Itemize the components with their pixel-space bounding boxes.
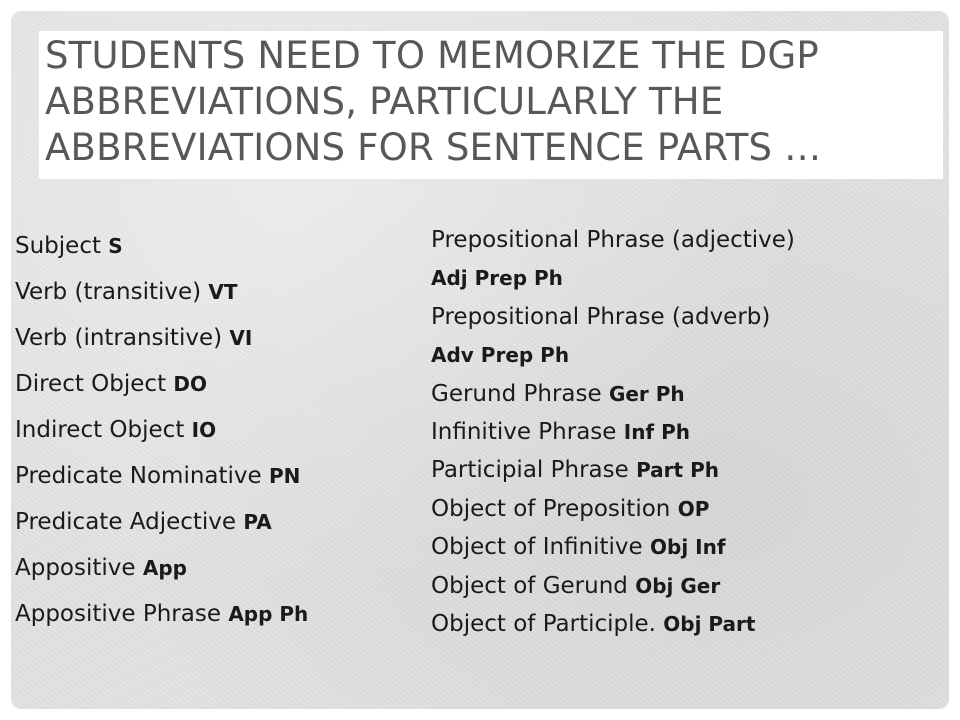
abbreviation: Adv Prep Ph [431,343,570,368]
abbreviation: Ger Ph [608,381,685,406]
abbreviation: App [142,556,187,580]
abbreviation: OP [677,496,710,521]
term: Predicate Nominative [15,463,269,489]
term: Object of Gerund [431,572,636,599]
list-item [15,591,415,637]
abbreviation: Obj Part [663,612,756,637]
abbreviation: DO [173,372,208,396]
title-line-1: STUDENTS NEED TO MEMORIZE THE DGP [45,34,819,77]
abbreviation: Inf Ph [623,420,690,445]
list-item [15,269,415,315]
list-item [431,336,941,374]
abbreviation: Part Ph [636,458,719,483]
abbreviation: PN [269,464,301,488]
list-item [15,499,415,545]
list-item [431,375,941,413]
title-line-3: ABBREVIATIONS FOR SENTENCE PARTS … [45,126,822,169]
list-item [15,361,415,407]
list-item [431,451,941,489]
right-term-list [431,221,941,643]
title-line-2: ABBREVIATIONS, PARTICULARLY THE [45,80,724,123]
list-item [431,567,941,605]
term: Predicate Adjective [15,509,244,535]
list-item [431,490,941,528]
list-item [15,407,415,453]
abbreviation: S [108,234,123,258]
term: Object of Infinitive [431,534,650,561]
slide-title [45,33,935,171]
abbreviation: App Ph [228,602,309,626]
term: Direct Object [15,371,174,397]
list-item [431,221,941,259]
list-item [15,315,415,361]
abbreviation: Obj Inf [650,535,726,560]
list-item [431,259,941,297]
term: Participial Phrase [431,457,637,484]
list-item [431,605,941,643]
list-item [15,453,415,499]
term: Indirect Object [15,417,192,443]
term: Infinitive Phrase [431,419,624,446]
abbreviation: IO [191,418,217,442]
slide [11,11,949,709]
term: Gerund Phrase [431,380,609,407]
list-item [15,223,415,269]
list-item [15,545,415,591]
list-item [431,413,941,451]
term: Object of Preposition [431,495,678,522]
abbreviation: PA [243,510,272,534]
term: Prepositional Phrase (adverb) [431,303,771,330]
abbreviation: Obj Ger [635,573,721,598]
left-term-list [15,223,415,637]
list-item [431,298,941,336]
term: Verb (intransitive) [15,325,230,351]
list-item [431,528,941,566]
term: Appositive Phrase [15,601,229,627]
term: Object of Participle. [431,611,664,638]
term: Prepositional Phrase (adjective) [431,227,795,253]
term: Appositive [15,555,143,581]
abbreviation: VI [229,326,253,350]
term: Subject [15,233,109,259]
abbreviation: VT [208,280,238,304]
term: Verb (transitive) [15,279,209,305]
abbreviation: Adj Prep Ph [431,266,563,291]
